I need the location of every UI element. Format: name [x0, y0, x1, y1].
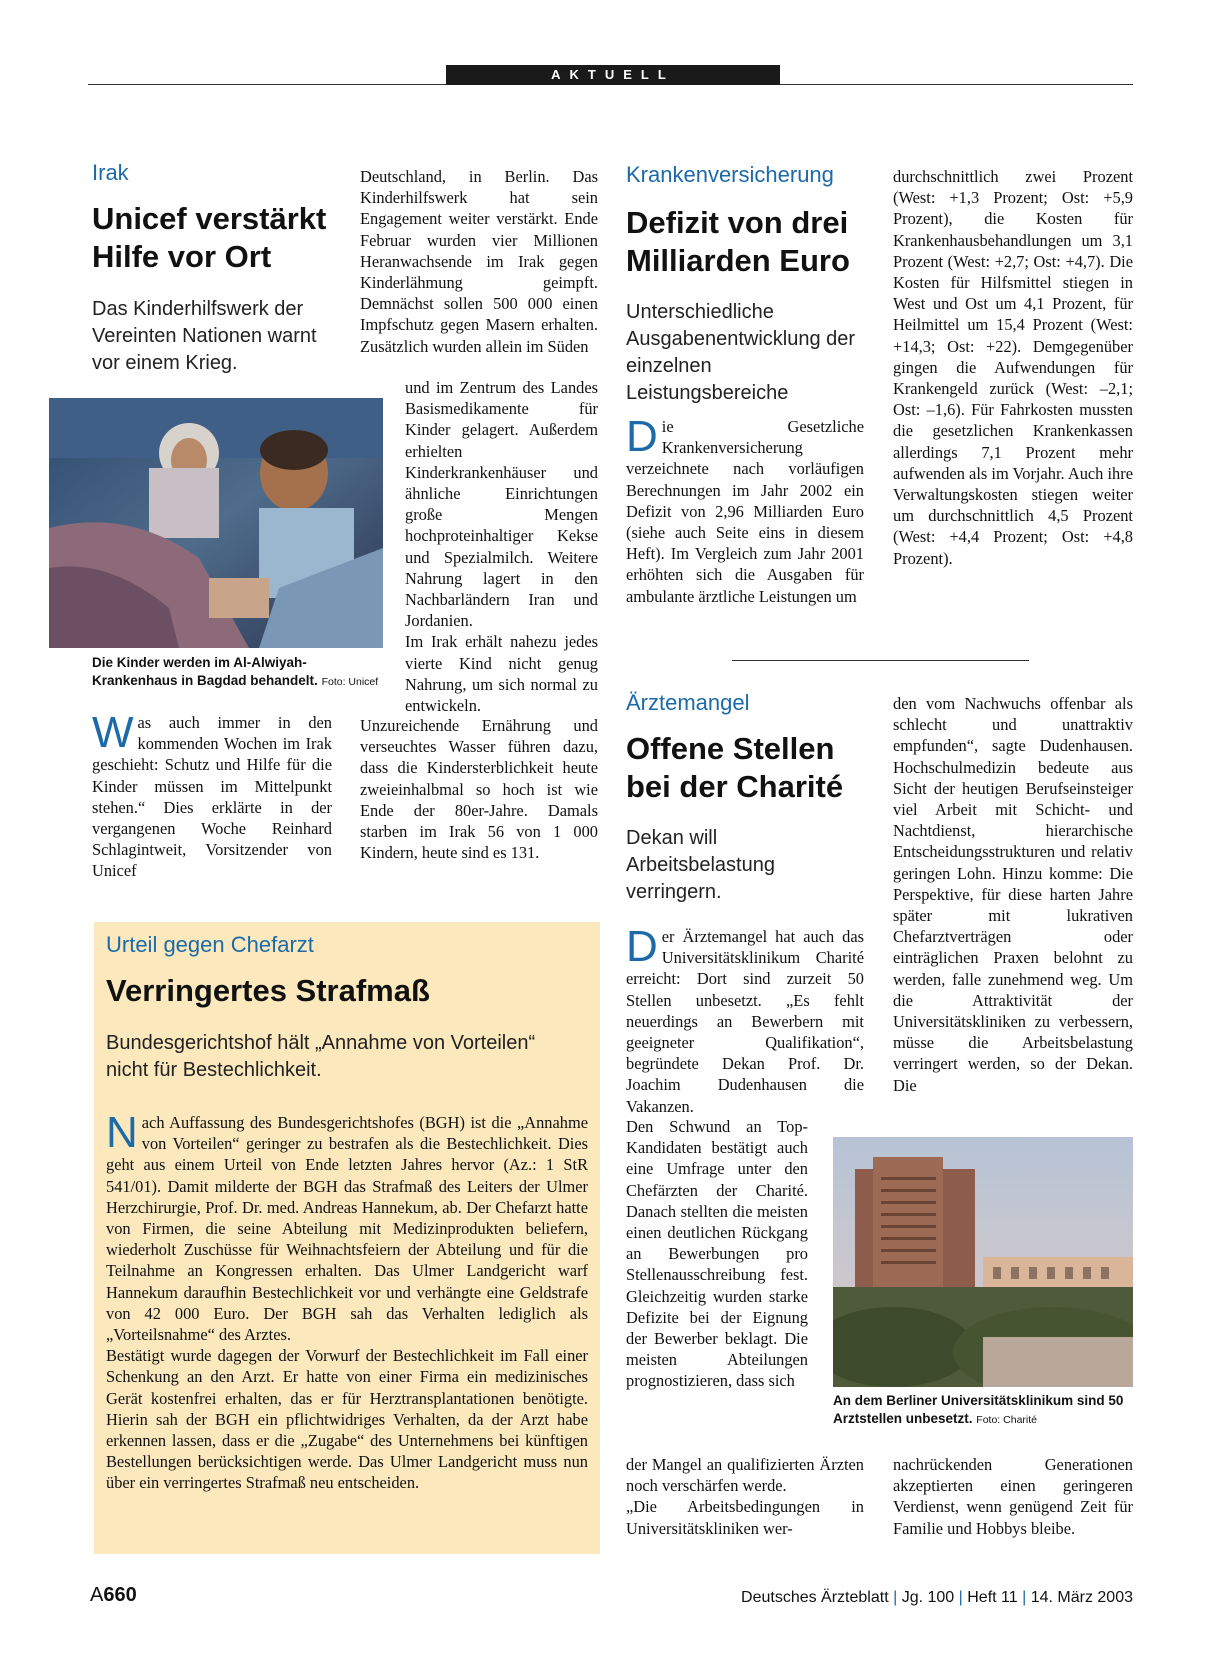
article3-caption	[833, 1392, 1133, 1429]
article3-col1a-text: er Ärztemangel hat auch das Universitätsklinikum Charité erreicht: Dort sind zurzeit 50 Stellen unbesetzt. „Es fehlt neuerdings an Bewerbern mit geeigneter Qualifikation“, begründete Dekan Prof. Dr. Joachim Dudenhausen die Vakanzen.	[626, 927, 864, 1116]
article1-drop-cap: W	[92, 708, 134, 757]
article1-body-col2b: und im Zentrum des Landes Basismedikamente für Kinder gelagert. Außerdem erhielten Kinderkrankenhäuser und ähnliche Einrichtungen große Mengen hochproteinhaltiger Kekse und Spezialmilch. Weitere Nahrung lagert in den Nachbarländern Iran und Jordanien. Im Irak erhält nahezu jedes vierte Kind nicht genug Nahrung, um sich normal zu entwickeln.	[405, 378, 598, 716]
article2-headline-line1: Defizit von drei	[626, 205, 849, 240]
article4-subhead-line2: nicht für Bestechlichkeit.	[106, 1059, 322, 1081]
article1-caption	[92, 654, 382, 691]
article1-photo-credit: Foto: Unicef	[321, 676, 379, 688]
journal-date: 14. März 2003	[1030, 1589, 1133, 1606]
article4-subhead-line1: Bundesgerichtshof hält „Annahme von Vorteilen“	[106, 1032, 536, 1054]
page-number-value: 660	[103, 1584, 137, 1606]
article4-text: ach Auffassung des Bundesgerichtshofes (BGH) ist die „Annahme von Vorteilen“ geringer zu bestrafen als die Bestechlichkeit. Dies geht aus einem Urteil von Ende letzten Jahres hervor (Az.: 1 StR 541/01). Damit milderte der BGH das Strafmaß des Leiters der Ulmer Herzchirurgie, Prof. Dr. med. Andreas Hannekum, ab. Der Chefarzt hatte von Firmen, die seine Abteilung mit Medizinprodukten beliefern, wiederholt Zuschüsse für Weihnachtsfeiern der Abteilung und für die Teilnahme an Kongressen erhalten. Das Ulmer Landgericht warf Hannekum daraufhin Bestechlichkeit vor und verhängte eine Geldstrafe von 42 000 Euro. Der BGH sah das Verhalten lediglich als „Vorteilsnahme“ des Arztes. Bestätigt wurde dagegen der Vorwurf der Bestechlichkeit im Fall einer Schenkung an den Arzt. Er hatte von einer Firma ein medizinisches Gerät kostenfrei erhalten, das er für Herztransplantationen benötigte. Hierin sah der BGH ein pflichtwidriges Verhalten, da der Arzt habe erkennen lassen, dass er die „Zugabe“ des Unternehmens bei künftigen Bestellungen berücksichtigen werde. Das Ulmer Landgericht muss nun über ein verringertes Strafmaß neu entscheiden.	[106, 1113, 588, 1493]
page-prefix: A	[90, 1584, 104, 1606]
journal-volume: Jg. 100	[901, 1589, 955, 1606]
journal-name: Deutsches Ärzteblatt	[741, 1589, 889, 1606]
journal-issue: Heft 11	[967, 1589, 1018, 1606]
charite-photo	[833, 1137, 1133, 1387]
article2-subhead: Unterschiedliche Ausgabenentwicklung der einzelnen Leistungsbereiche	[626, 301, 856, 404]
article2-kicker: Krankenversicherung	[626, 162, 834, 187]
article2-body-col1	[626, 412, 864, 607]
article1-kicker: Irak	[92, 160, 129, 185]
article2-body-col2: durchschnittlich zwei Prozent (West: +1,3 Prozent; Ost: +5,9 Prozent), die Kosten für Krankenhausbehandlungen um 3,1 Prozent (West: +2,7; Ost: +4,7). Die Kosten für Hilfsmittel stiegen in West und Ost um 4,1 Prozent, für Heilmittel um 15,4 Prozent (West: +14,3; Ost: +22). Demgegenüber gingen die Aufwendungen für Krankengeld zurück (West: –2,1; Ost: –1,6). Für Fahrkosten mussten die gesetzlichen Krankenkassen allerdings 7,1 Prozent mehr aufwenden als im Vorjahr. Auch ihre Verwaltungskosten stiegen weiter um durchschnittlich 4,5 Prozent (West: +4,4 Prozent; Ost: +4,8 Prozent).	[893, 167, 1133, 568]
article3-subhead: Dekan will Arbeitsbelastung verringern.	[626, 827, 775, 903]
article4-headline: Verringertes Strafmaß	[106, 973, 430, 1008]
charite-photo-image	[833, 1137, 1133, 1387]
article1-body-col2c: Unzureichende Ernährung und verseuchtes Wasser führen dazu, dass die Kindersterblichkeit heute zweieinhalbmal so hoch ist wie Ende der 80er-Jahre. Damals starben im Irak 56 von 1 000 Kindern, heute sind es 131.	[360, 716, 598, 863]
article-divider	[732, 660, 1029, 661]
article1-col1-text: as auch immer in den kommenden Wochen im Irak geschieht: Schutz und Hilfe für die Kinder müssen im Mittelpunkt stehen.“ Dies erklärte in der vergangenen Woche Reinhard Schlagintweit, Vorsitzender von Unicef	[92, 713, 332, 881]
page-number	[90, 1584, 137, 1607]
article3-body-col2: den vom Nachwuchs offenbar als schlecht und unattraktiv empfunden“, sagte Dudenhausen. Hochschulmedizin bedeute aus Sicht der heutigen Berufseinsteiger viel Arbeit mit Schicht- und Nachtdienst, hierarchische Entscheidungsstrukturen und relativ geringen Lohn. Hinzu komme: Die Perspektive, für diese harten Jahre später mit lukrativen Chefarztverträgen oder einträglichen Praxen belohnt zu werden, falle zunehmend weg. Um die Attraktivität der Universitätskliniken zu verbessern, müsse die Arbeitsbelastung verringert werden, so der Dekan. Die	[893, 694, 1133, 1095]
footer-separator: |	[1022, 1589, 1027, 1606]
article1-body-col1	[92, 708, 332, 882]
article3-kicker: Ärztemangel	[626, 690, 750, 715]
article2-col1-text: ie Gesetzliche Krankenversicherung verzeichnete nach vorläufigen Berechnungen im Jahr 2002 ein Defizit von 2,96 Milliarden Euro (siehe auch Seite eins in diesem Heft). Im Vergleich zum Jahr 2001 erhöhten sich die Ausgaben für ambulante ärztliche Leistungen um	[626, 417, 864, 606]
article1-caption-text: Die Kinder werden im Al-Alwiyah-Krankenhaus in Bagdad behandelt.	[92, 655, 318, 688]
article3-headline-line1: Offene Stellen	[626, 731, 835, 766]
article1-headline-line2: Hilfe vor Ort	[92, 239, 272, 274]
article3-caption-text: An dem Berliner Universitätsklinikum sind 50 Arztstellen unbesetzt.	[833, 1393, 1124, 1426]
article1-headline-line1: Unicef verstärkt	[92, 201, 327, 236]
article3-body-col1b: Den Schwund an Top-Kandidaten bestätigt auch eine Umfrage unter den Chefärzten der Charité. Danach stellten die meisten einen deutlichen Rückgang an Bewerbungen pro Stellenausschreibung fest. Gleichzeitig wurden starke Defizite bei der Eignung der Bewerber beklagt. Die meisten Abteilungen prognostizieren, dass sich	[626, 1117, 808, 1391]
article4-kicker: Urteil gegen Chefarzt	[106, 932, 314, 957]
article3-body-col1c: der Mangel an qualifizierten Ärzten noch verschärfen werde. „Die Arbeitsbedingungen in Universitätskliniken wer-	[626, 1455, 864, 1538]
article4-drop-cap: N	[106, 1108, 138, 1157]
article3-body-col2b: nachrückenden Generationen akzeptierten einen geringeren Verdienst, wenn genügend Zeit für Familie und Hobbys bleibe.	[893, 1455, 1133, 1538]
article4-subhead	[106, 1030, 596, 1084]
article2-headline-line2: Milliarden Euro	[626, 243, 850, 278]
section-label: AKTUELL	[446, 65, 780, 85]
article3-photo-credit: Foto: Charité	[976, 1414, 1037, 1426]
article3-drop-cap: D	[626, 922, 658, 971]
article3-headline-line2: bei der Charité	[626, 769, 844, 804]
iraq-children-photo	[49, 398, 383, 648]
article1-body-col2a: Deutschland, in Berlin. Das Kinderhilfswerk hat sein Engagement weiter verstärkt. Ende Februar wurden vier Millionen Heranwachsende im Irak gegen Kinderlähmung geimpft. Demnächst sollen 500 000 einen Impfschutz gegen Masern erhalten. Zusätzlich wurden allein im Süden	[360, 167, 598, 356]
article3-headline	[626, 730, 876, 806]
article1-headline	[92, 200, 342, 276]
article4-body	[106, 1108, 588, 1494]
footer-separator: |	[958, 1589, 963, 1606]
article3-body-col1a	[626, 922, 864, 1117]
article1-subhead: Das Kinderhilfswerk der Vereinten Nationen warnt vor einem Krieg.	[92, 298, 317, 374]
article2-drop-cap: D	[626, 412, 658, 461]
footer-separator: |	[893, 1589, 898, 1606]
journal-footer	[741, 1589, 1133, 1607]
iraq-children-photo-image	[49, 398, 383, 648]
article2-headline	[626, 204, 876, 280]
